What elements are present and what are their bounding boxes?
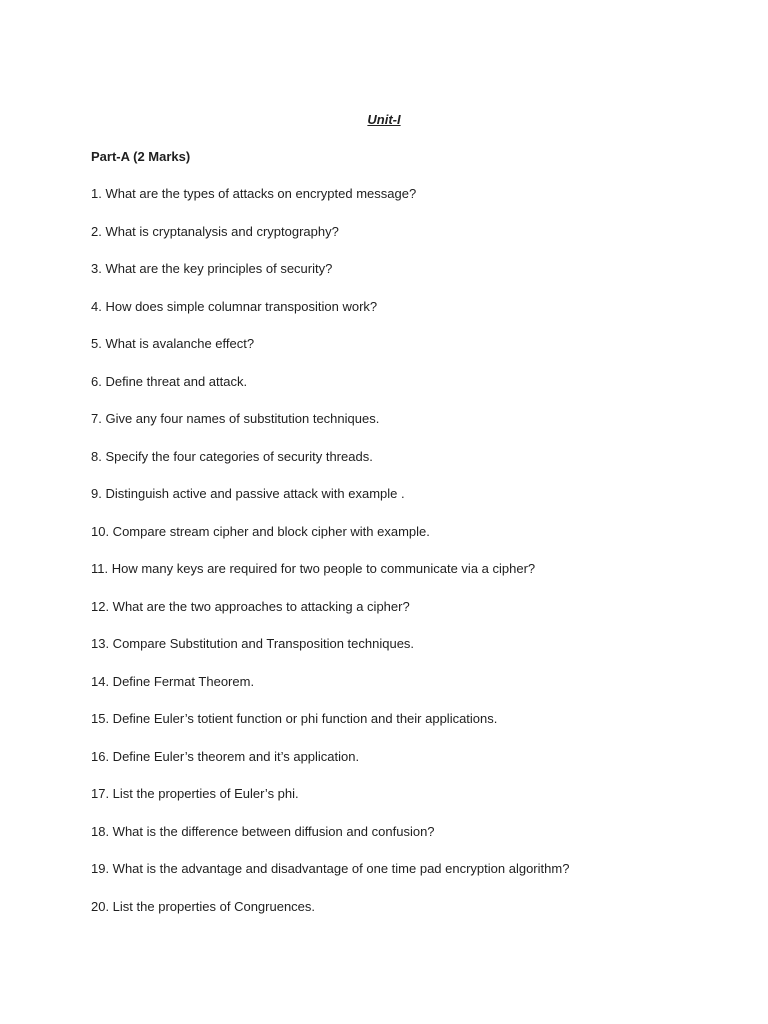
- question-item: 18. What is the difference between diffusion and confusion?: [91, 823, 435, 839]
- question-item: 7. Give any four names of substitution techniques.: [91, 411, 380, 426]
- question-item: 5. What is avalanche effect?: [91, 336, 255, 351]
- unit-title: Unit-I: [367, 112, 401, 127]
- question-item: 9. Distinguish active and passive attack with example .: [91, 486, 405, 501]
- question-list: [91, 185, 569, 935]
- question-item: 4. How does simple columnar transposition work?: [91, 298, 378, 314]
- question-item: 14. Define Fermat Theorem.: [91, 673, 255, 689]
- question-item: 11. How many keys are required for two people to communicate via a cipher?: [91, 561, 536, 576]
- question-item: 2. What is cryptanalysis and cryptography?: [91, 223, 339, 239]
- question-item: 15. Define Euler’s totient function or phi function and their applications.: [91, 711, 498, 726]
- question-item: 12. What are the two approaches to attacking a cipher?: [91, 598, 410, 614]
- question-item: 19. What is the advantage and disadvantage of one time pad encryption algorithm?: [91, 861, 570, 876]
- question-item: 3. What are the key principles of security?: [91, 261, 333, 276]
- question-item: 17. List the properties of Euler’s phi.: [91, 786, 299, 801]
- part-heading: Part-A (2 Marks): [91, 149, 191, 164]
- question-item: 1. What are the types of attacks on encrypted message?: [91, 186, 417, 201]
- question-item: 13. Compare Substitution and Transposition techniques.: [91, 636, 415, 651]
- question-item: 8. Specify the four categories of security threads.: [91, 448, 373, 464]
- question-item: 10. Compare stream cipher and block cipher with example.: [91, 523, 430, 539]
- question-item: 16. Define Euler’s theorem and it’s application.: [91, 748, 360, 764]
- question-item: 6. Define threat and attack.: [91, 373, 248, 389]
- question-item: 20. List the properties of Congruences.: [91, 898, 316, 914]
